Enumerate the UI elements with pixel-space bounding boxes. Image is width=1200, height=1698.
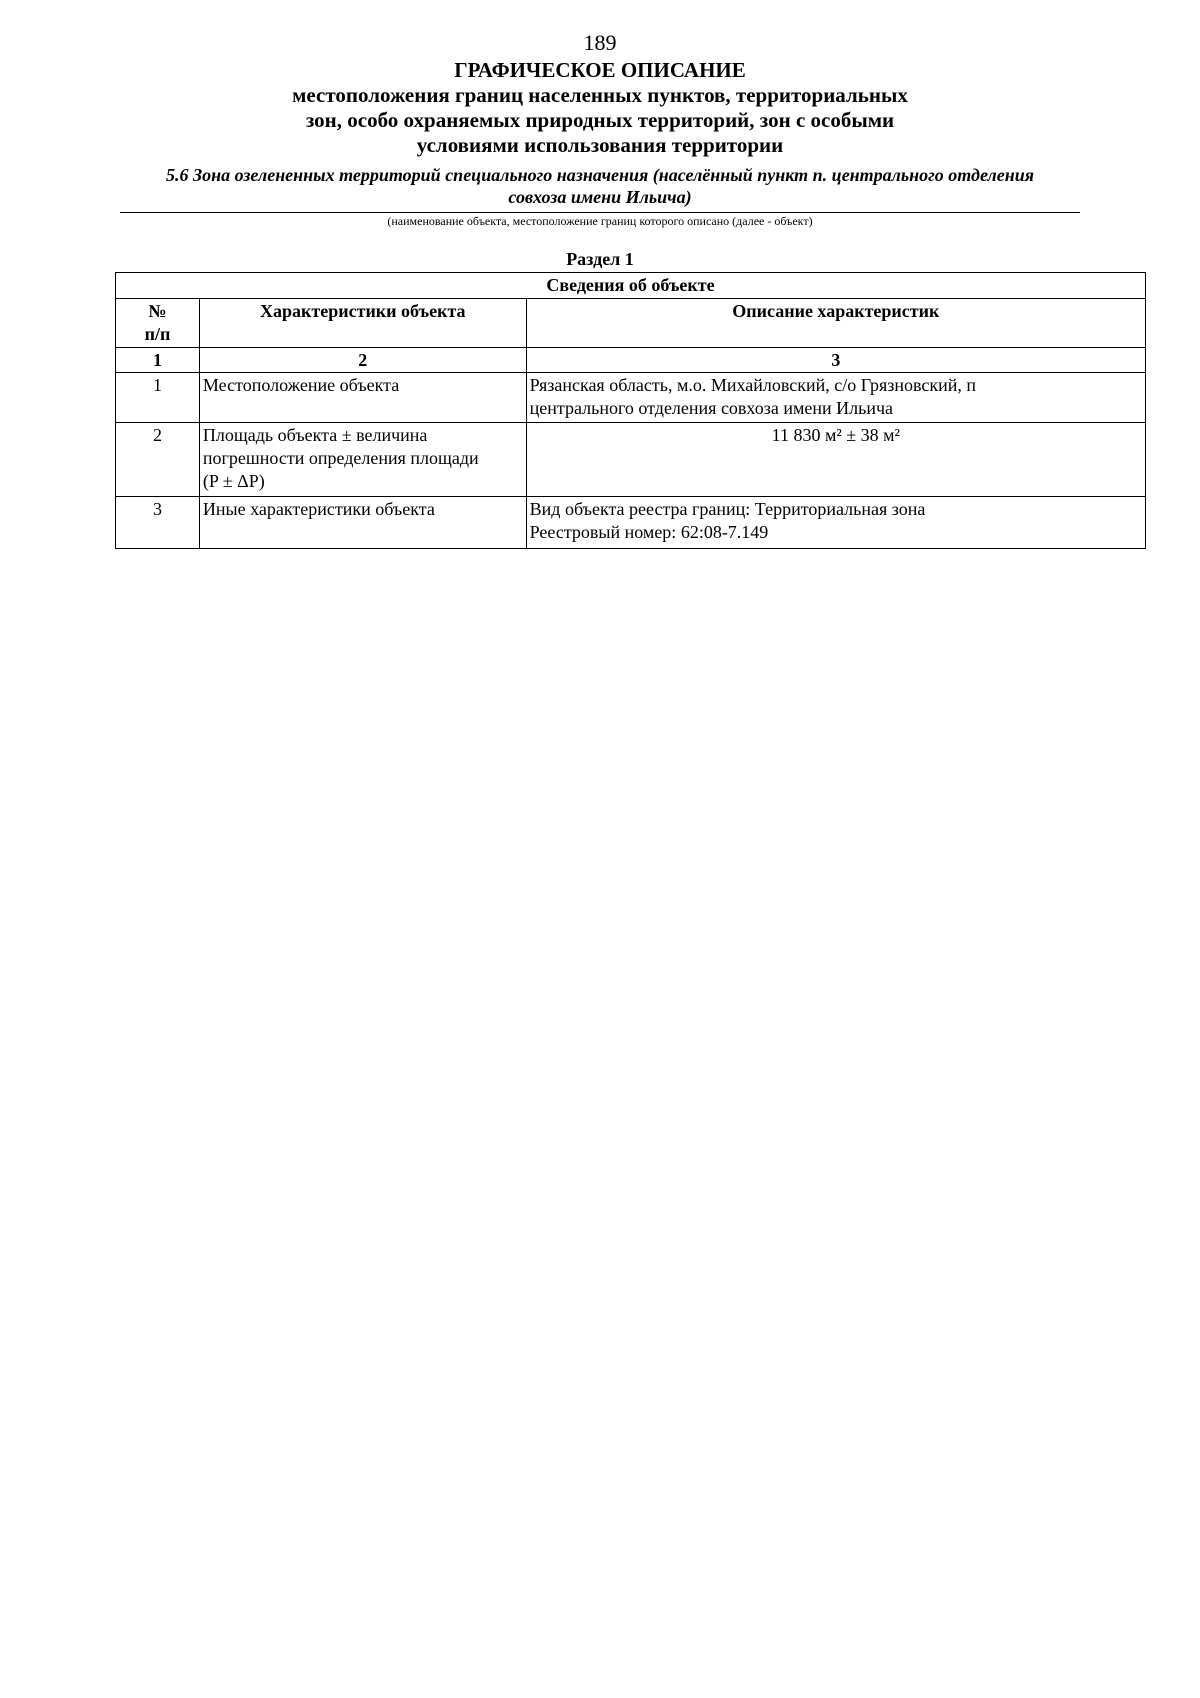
document-title: ГРАФИЧЕСКОЕ ОПИСАНИЕ [454,58,746,82]
column-number-3: 3 [526,348,1145,373]
object-name [120,164,1080,208]
row-description-line-2: центрального отделения совхоза имени Ильича [529,398,893,418]
row-characteristic-line-2: погрешности определения площади [202,448,479,468]
subtitle-line-1: местоположения границ населенных пунктов, территориальных [292,83,908,107]
page-number: 189 [583,30,617,55]
table-caption-row [116,273,1146,299]
object-name-line-1: 5.6 Зона озелененных территорий специального назначения (населённый пункт п. центрального отделения [165,165,1035,185]
row-characteristic: Иные характеристики объекта [199,497,526,549]
subtitle-line-2: зон, особо охраняемых природных территорий, зон с особыми [305,108,895,132]
object-caption: (наименование объекта, местоположение границ которого описано (далее - объект) [387,214,813,228]
row-number: 3 [116,497,200,549]
object-name-line-2: совхоза имени Ильича) [508,187,692,207]
table-row [116,423,1146,497]
column-header-number-line-2: п/п [144,324,171,344]
column-number-1: 1 [116,348,200,373]
row-description: 11 830 м² ± 38 м² [526,423,1145,497]
row-description [526,497,1145,549]
row-characteristic [199,423,526,497]
subtitle-line-3: условиями использования территории [416,133,784,157]
row-description-line-2: Реестровый номер: 62:08-7.149 [529,522,769,542]
row-description-line-1: Вид объекта реестра границ: Территориальная зона [529,499,926,519]
table-row [116,497,1146,549]
column-header-number-line-1: № [148,301,167,321]
table-caption: Сведения об объекте [116,273,1146,299]
column-header-characteristics: Характеристики объекта [199,299,526,348]
table-row [116,373,1146,423]
column-number-row [116,348,1146,373]
table-header-row [116,299,1146,348]
row-characteristic-line-1: Площадь объекта ± величина [202,425,428,445]
row-description [526,373,1145,423]
object-underline [120,212,1080,213]
row-number: 1 [116,373,200,423]
row-characteristic-line-3: (P ± ΔP) [202,471,265,491]
column-header-description: Описание характеристик [526,299,1145,348]
row-description-line-1: Рязанская область, м.о. Михайловский, с/о Грязновский, п [529,375,977,395]
object-info-table [115,272,1146,549]
row-number: 2 [116,423,200,497]
document-header [120,58,1080,229]
row-characteristic: Местоположение объекта [199,373,526,423]
column-number-2: 2 [199,348,526,373]
section-title: Раздел 1 [566,249,634,269]
column-header-number [116,299,200,348]
